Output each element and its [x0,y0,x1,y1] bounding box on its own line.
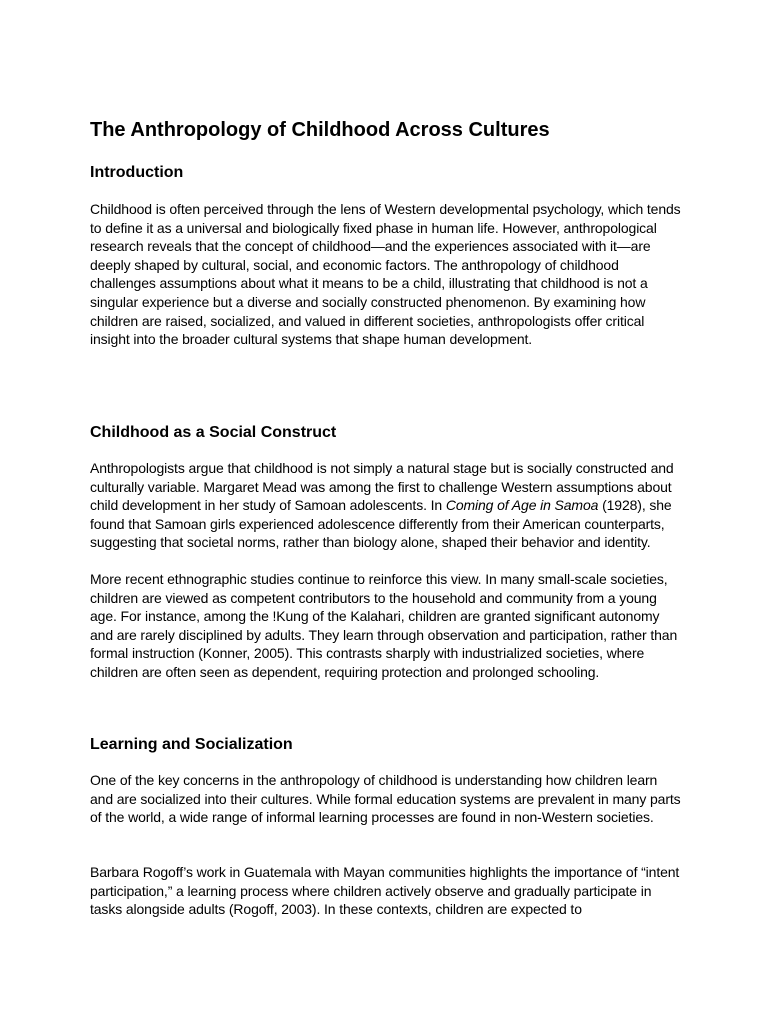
section-heading-introduction: Introduction [90,164,184,181]
paragraph-learning-1: One of the key concerns in the anthropology of childhood is understanding how children learn and are socialized into their cultures. While formal education systems are prevalent in many parts of the world, a wide range of informal learning processes are found in non-Western societies. [90,772,681,826]
document-title: The Anthropology of Childhood Across Cultures [90,119,550,141]
section-heading-social-construct: Childhood as a Social Construct [90,424,337,441]
paragraph-social-construct-2: More recent ethnographic studies continue to reinforce this view. In many small-scale societies, children are viewed as competent contributors to the household and community from a young age. For instance, among the !Kung of the Kalahari, children are granted significant autonomy and are rarely disciplined by adults. They learn through observation and participation, rather than formal instruction (Konner, 2005). This contrasts sharply with industrialized societies, where children are often seen as dependent, requiring protection and prolonged schooling. [90,571,678,680]
paragraph-text: Anthropologists argue that childhood is not simply a natural stage but is socially constructed and culturally variable. Margaret Mead was among the first to challenge Western assumptions about child development in her study of Samoan adolescents. In [90,460,674,514]
paragraph-social-construct-1 [90,459,682,552]
book-title: Coming of Age in Samoa [445,497,599,514]
section-heading-learning: Learning and Socialization [90,736,293,753]
paragraph-learning-2: Barbara Rogoff’s work in Guatemala with Mayan communities highlights the importance of “intent participation,” a learning process where children actively observe and gradually participate in tasks alongside adults (Rogoff, 2003). In these contexts, children are expected to [90,864,680,918]
paragraph-introduction: Childhood is often perceived through the lens of Western developmental psychology, which tends to define it as a universal and biologically fixed phase in human life. However, anthropological research reveals that the concept of childhood—and the experiences associated with it—are deeply shaped by cultural, social, and economic factors. The anthropology of childhood challenges assumptions about what it means to be a child, illustrating that childhood is not a singular experience but a diverse and socially constructed phenomenon. By examining how children are raised, socialized, and valued in different societies, anthropologists offer critical insight into the broader cultural systems that shape human development. [90,201,681,348]
paragraph-text: (1928), she found that Samoan girls experienced adolescence differently from their American counterparts, suggesting that societal norms, rather than biology alone, shaped their behavior and identity. [90,497,672,551]
